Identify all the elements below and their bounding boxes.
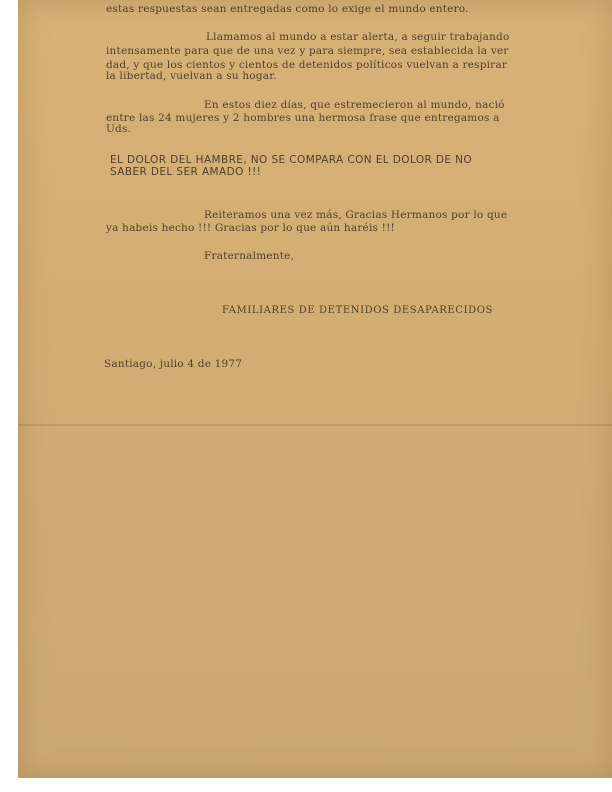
closing-text: Fraternalmente, bbox=[204, 250, 295, 262]
paper-fold-line bbox=[18, 424, 612, 426]
paragraph-3-line-3: Uds. bbox=[106, 123, 132, 135]
paragraph-5-line-1: Reiteramos una vez más, Gracias Hermanos por lo que bbox=[204, 209, 508, 221]
paragraph-3-line-1: En estos diez días, que estremecieron al mundo, nació bbox=[204, 99, 505, 111]
paragraph-2-line-4: la libertad, vuelvan a su hogar. bbox=[106, 70, 277, 82]
place-and-date: Santiago, julio 4 de 1977 bbox=[104, 358, 243, 370]
quote-line-1: EL DOLOR DEL HAMBRE, NO SE COMPARA CON EL DOLOR DE NO bbox=[110, 154, 473, 166]
paragraph-2-line-2: intensamente para que de una vez y para siempre, sea establecida la ver bbox=[106, 45, 509, 57]
signature-organization: FAMILIARES DE DETENIDOS DESAPARECIDOS bbox=[222, 305, 493, 316]
paragraph-2-line-3: dad, y que los cientos y cientos de detenidos políticos vuelvan a respirar bbox=[106, 59, 508, 71]
paragraph-2-line-1: Llamamos al mundo a estar alerta, a seguir trabajando bbox=[206, 31, 510, 43]
quote-line-2: SABER DEL SER AMADO !!! bbox=[110, 166, 262, 178]
paragraph-1-line-1: estas respuestas sean entregadas como lo exige el mundo entero. bbox=[106, 3, 469, 15]
paragraph-3-line-2: entre las 24 mujeres y 2 hombres una hermosa frase que entregamos a bbox=[106, 112, 500, 124]
paragraph-5-line-2: ya habeis hecho !!! Gracias por lo que aún haréis !!! bbox=[106, 222, 395, 234]
